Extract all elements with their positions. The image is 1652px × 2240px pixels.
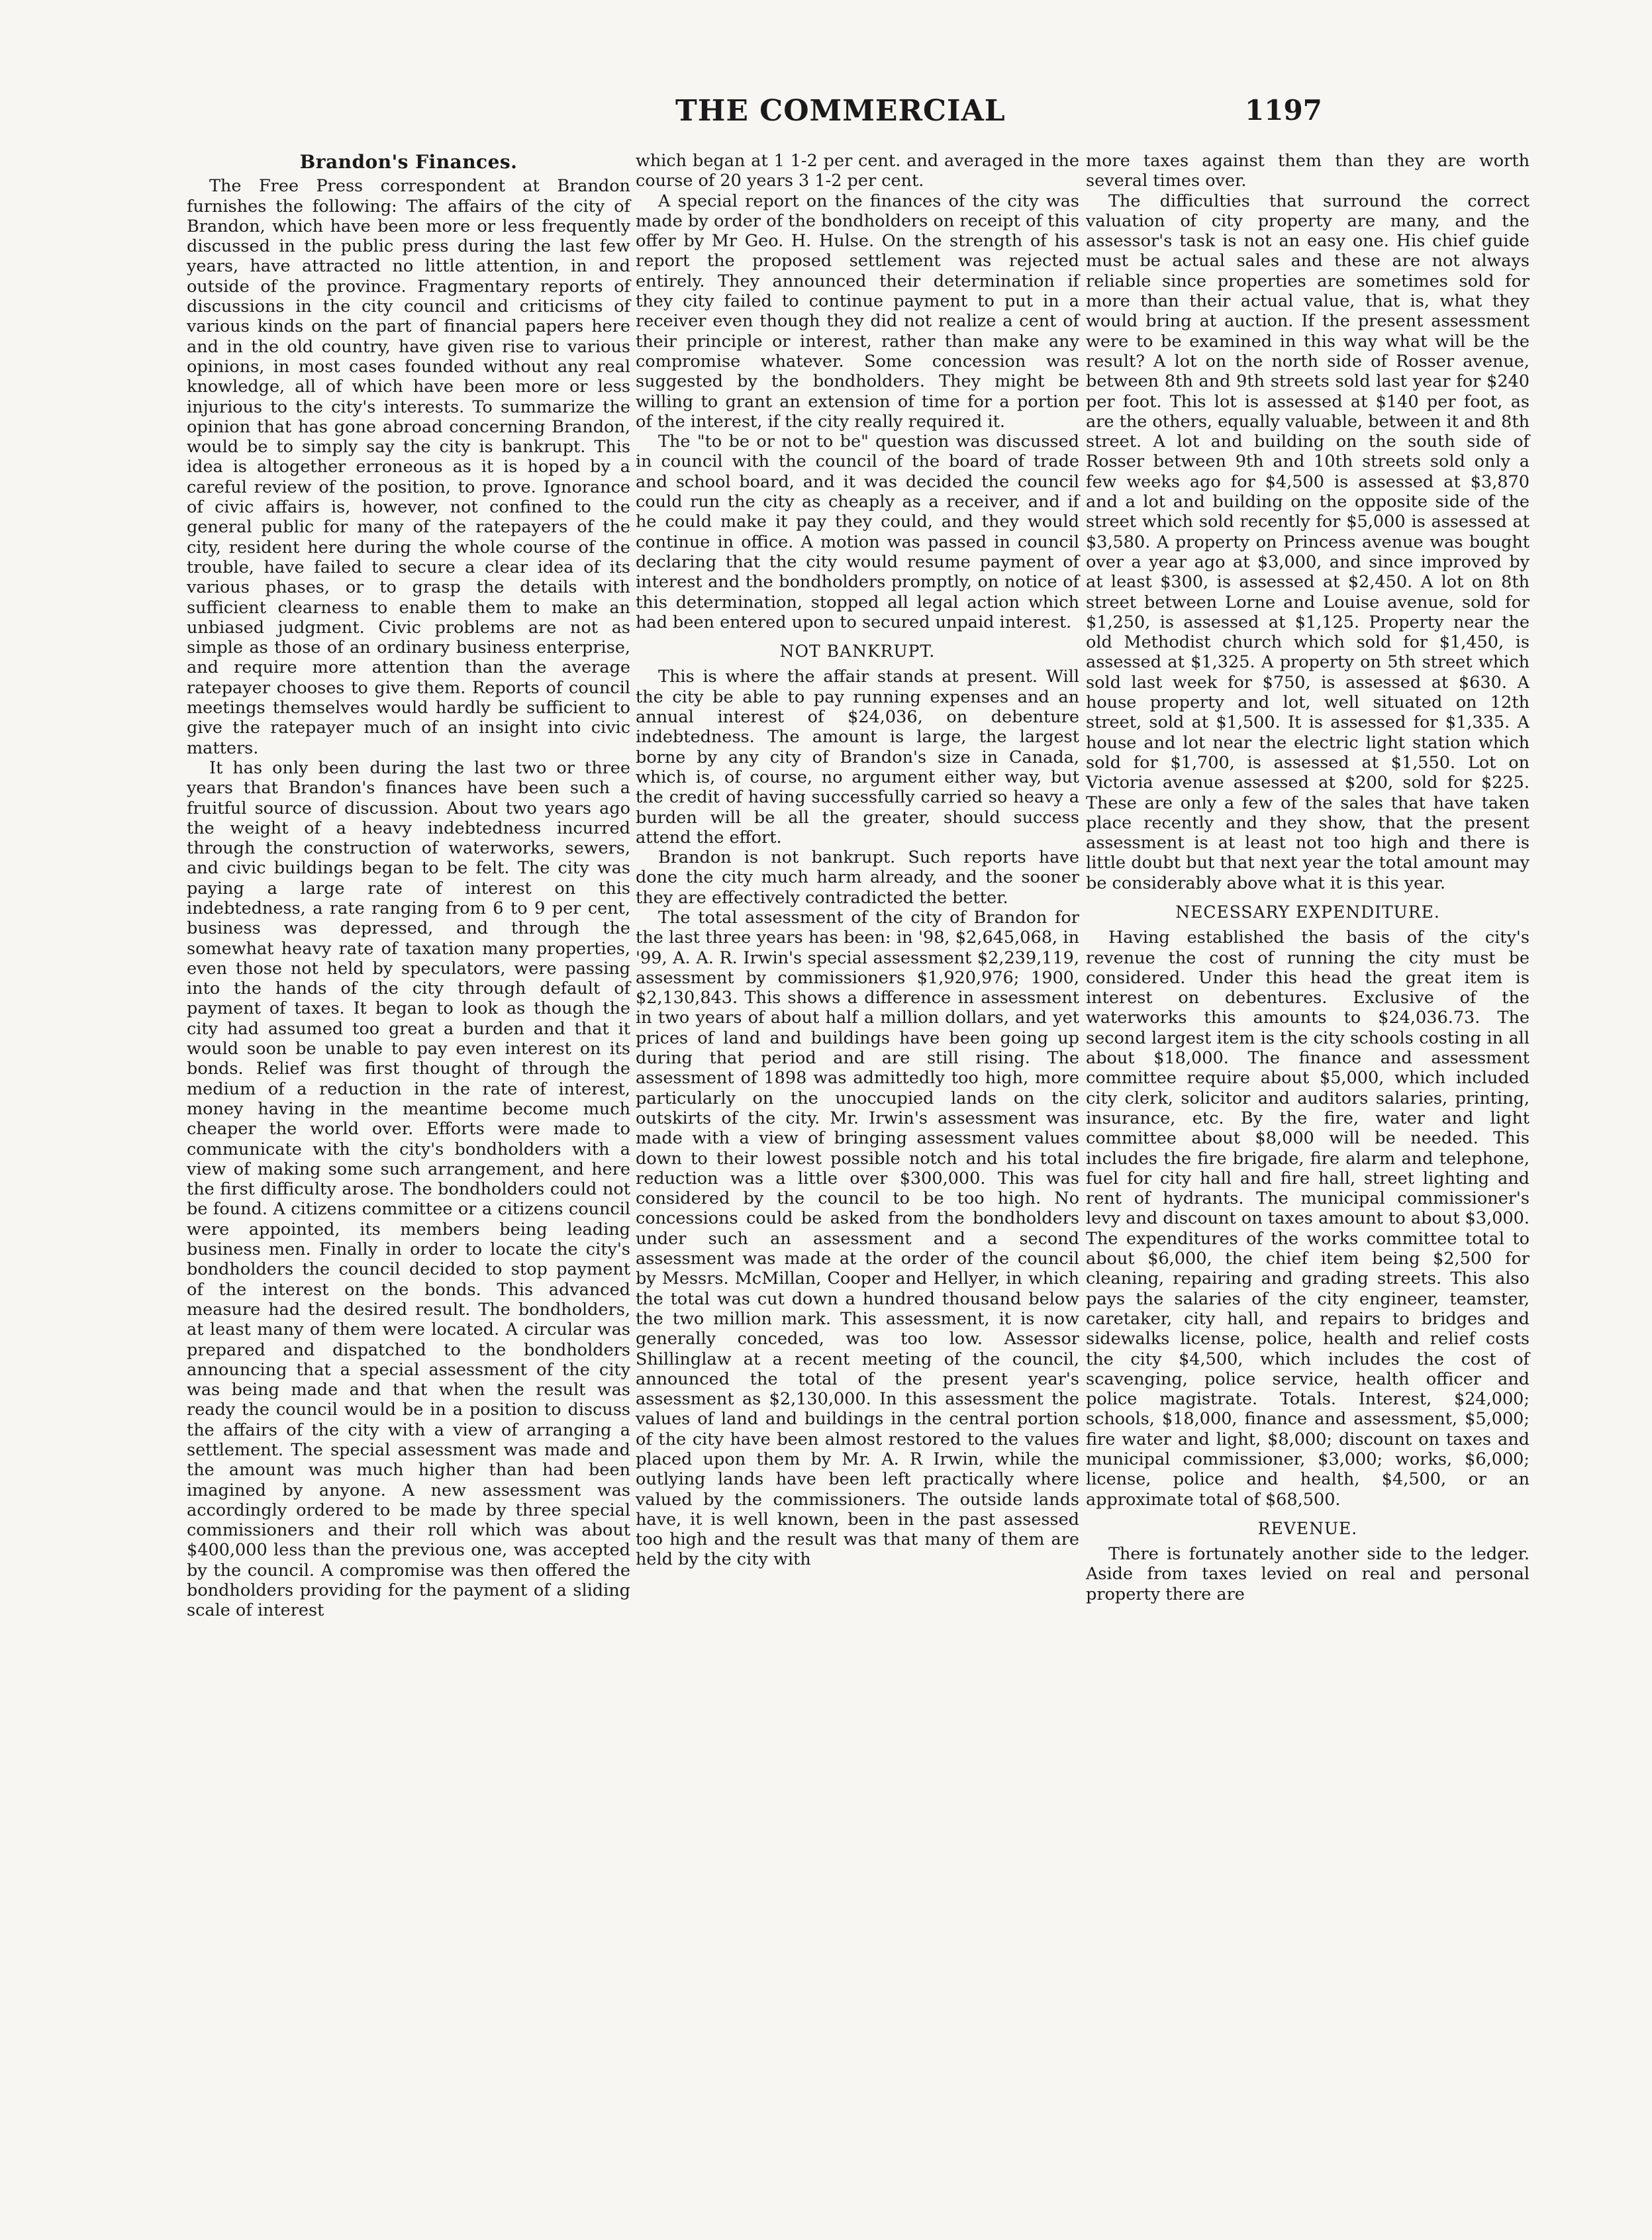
column-1 — [187, 151, 630, 1621]
paragraph: The Free Press correspondent at Brandon furnishes the following: The affairs of the city of Brandon, which have been more or less frequently discussed in the public press during the last few years, have attracted no little attention, in and outside of the province. Fragmentary reports of discussions in the city council and criticisms of various kinds on the part of financial papers here and in the old country, have given rise to various opinions, in most cases founded without any real knowledge, all of which have been more or less injurious to the city's interests. To summarize the opinion that has gone abroad concerning Brandon, would be to simply say the city is bankrupt. This idea is altogether erroneous as it is hoped by a careful review of the position, to prove. Ignorance of civic affairs is, however, not confined to the general public for many of the ratepayers of the city, resident here during the whole course of the trouble, have failed to secure a clear idea of its various phases, or to grasp the details with sufficient clearness to enable them to make an unbiased judgment. Civic problems are not as simple as those of an ordinary business enterprise, and require more attention than the average ratepayer chooses to give them. Reports of council meetings themselves would hardly be sufficient to give the ratepayer much of an insight into civic matters. — [187, 176, 630, 758]
section-heading-necessary-expenditure: NECESSARY EXPENDITURE. — [1175, 902, 1440, 922]
article-title: Brandon's Finances. — [299, 151, 518, 173]
column-3 — [1086, 151, 1530, 1604]
paragraph: There is fortunately another side to the ledger. Aside from taxes levied on real and personal property there are — [1086, 1544, 1530, 1604]
paragraph: more taxes against them than they are worth several times over. — [1086, 151, 1530, 191]
paragraph: Having established the basis of the city's revenue the cost of running the city must be considered. Under this head the great item is interest on debentures. Exclusive of the waterworks this amounts to $24,036.73. The second largest item is the city schools costing in all about $18,000. The finance and assessment committee require about $5,000, which included city clerk, solicitor and auditors salaries, printing, insurance, etc. By the fire, water and light committee about $8,000 will be needed. This includes the fire brigade, fire alarm and telephone, fuel for city hall and fire hall, street lighting and rent of hydrants. The municipal commissioner's levy and discount on taxes amount to about $3,000. The expenditures of the works committee total to about $6,000, the chief item being $2,500 for cleaning, repairing and grading streets. This also pays the salaries of the city engineer, teamster, caretaker, city hall, and repairs to bridges and sidewalks license, police, health and relief costs the city $4,500, which includes the cost of scavenging, police service, health officer and police magistrate. Totals. Interest, $24,000; schools, $18,000, finance and assessment, $5,000; fire water and light, $8,000; discount on taxes and municipal commissioner, $3,000; works, $6,000; license, police and health, $4,500, or an approximate total of $68,500. — [1086, 928, 1530, 1510]
paragraph: The total assessment of the city of Brandon for the last three years has been: in '98, $2,645,068, in '99, A. A. R. Irwin's special assessment $2,239,119, assessment by commissioners $1,920,976; 1900, $2,130,843. This shows a difference in assessment in two years of about half a million dollars, and yet prices of land and buildings have been going up during that period and are still rising. The assessment of 1898 was admittedly too high, more particularly on the unoccupied lands on the outskirts of the city. Mr. Irwin's assessment was made with a view of bringing assessment values down to their lowest possible notch and his total reduction was a little over $300,000. This was considered by the council to be too high. No concessions could be asked from the bondholders under such an assessment and a second assessment was made at the order of the council by Messrs. McMillan, Cooper and Hellyer, in which the total was cut down a hundred thousand below the two million mark. This assessment, it is now generally conceded, was too low. Assessor Shillinglaw at a recent meeting of the council, announced the total of the present year's assessment as $2,130,000. In this assessment the values of land and buildings in the central portion of the city have been almost restored to the values placed upon them by Mr. A. R Irwin, while the outlying lands have been left practically where valued by the commissioners. The outside lands have, it is well known, been in the past assessed too high and the result was that many of them are held by the city with — [636, 907, 1079, 1570]
paragraph: The difficulties that surround the correct valuation of city property are many, and the assessor's task is not an easy one. His chief guide must be actual sales and these are not always reliable since properties are sometimes sold for more than their actual value, that is, what they would bring at auction. If the present assessment were to be examined in this way what will be the result? A lot on the north side of Rosser avenue, between 8th and 9th streets sold last year for $240 per foot. This lot is assessed at $140 per foot, as are the others, equally valuable, between it and 8th street. A lot and building on the south side of Rosser between 9th and 10th streets sold only a few weeks ago for $4,500 is assessed at $3,870 and a lot and building on the opposite side of the street which sold recently for $5,000 is assessed at $3,580. A property on Princess avenue was bought over a year ago at $3,000, and since improved by at least $300, is assessed at $2,450. A lot on 8th street between Lorne and Louise avenue, sold for $1,250, is assessed at $1,125. Property near the old Methodist church which sold for $1,450, is assessed at $1,325. A property on 5th street which sold last week for $750, is assessed at $630. A house property and lot, well situated on 12th street, sold at $1,500. It is assessed for $1,335. A house and lot near the electric light station which sold for $1,700, is assessed at $1,550. Lot on Victoria avenue assessed at $200, sold for $225. These are only a few of the sales that have taken place recently and they show, that the present assessment is at least not too high and there is little doubt but that next year the total amount may be considerably above what it is this year. — [1086, 191, 1530, 893]
paragraph: Brandon is not bankrupt. Such reports have done the city much harm already, and the sooner they are effectively contradicted the better. — [636, 848, 1079, 908]
page-header — [159, 94, 1483, 140]
publication-title: THE COMMERCIAL — [675, 94, 1006, 128]
section-heading-not-bankrupt: NOT BANKRUPT. — [779, 642, 936, 661]
paragraph: This is where the affair stands at present. Will the city be able to pay running expenses and an annual interest of $24,036, on debenture indebtedness. The amount is large, the largest borne by any city of Brandon's size in Canada, which is, of course, no argument either way, but the credit of having successfully carried so heavy a burden will be all the greater, should success attend the effort. — [636, 667, 1079, 848]
paragraph: It has only been during the last two or three years that Brandon's finances have been such a fruitful source of discussion. About two years ago the weight of a heavy indebtedness incurred through the construction of waterworks, sewers, and civic buildings began to be felt. The city was paying a large rate of interest on this indebtedness, a rate ranging from 6 to 9 per cent, business was depressed, and through the somewhat heavy rate of taxation many properties, even those not held by speculators, were passing into the hands of the city through default of payment of taxes. It began to look as though the city had assumed too great a burden and that it would soon be unable to pay even interest on its bonds. Relief was first thought of through the medium of a reduction in the rate of interest, money having in the meantime become much cheaper the world over. Efforts were made to communicate with the city's bondholders with a view of making some such arrangement, and here the first difficulty arose. The bondholders could not be found. A citizens committee or a citizens council were appointed, its members being leading business men. Finally in order to locate the city's bondholders the council decided to stop payment of the interest on the bonds. This advanced measure had the desired result. The bondholders, at least many of them were located. A circular was prepared and dispatched to the bondholders announcing that a special assessment of the city was being made and that when the result was ready the council would be in a position to discuss the affairs of the city with a view of arranging a settlement. The special assessment was made and the amount was much higher than had been imagined by anyone. A new assessment was accordingly ordered to be made by three special commissioners and their roll which was about $400,000 less than the previous one, was accepted by the council. A compromise was then offered the bondholders providing for the payment of a sliding scale of interest — [187, 757, 630, 1621]
column-2 — [636, 151, 1079, 1570]
paragraph: which began at 1 1-2 per cent. and averaged in the course of 20 years 3 1-2 per cent. — [636, 151, 1079, 191]
paragraph: The "to be or not to be" question was discussed in council with the council of the board of trade and school board, and it was decided the council could run the city as cheaply as a receiver, and if he could make it pay they could, and they would continue in office. A motion was passed in council declaring that the city would resume payment of interest and the bondholders promptly, on notice of this determination, stopped all legal action which had been entered upon to secured unpaid interest. — [636, 432, 1079, 632]
section-heading-revenue: REVENUE. — [1257, 1518, 1358, 1538]
paragraph: A special report on the finances of the city was made by order of the bondholders on receipt of this offer by Mr Geo. H. Hulse. On the strength of his report the proposed settlement was rejected entirely. They announced their determination if they city failed to continue payment to put in a receiver even though they did not realize a cent of their principle or interest, rather than make any compromise whatever. Some concession was suggested by the bondholders. They might be willing to grant an extension of time for a portion of the interest, if the city really required it. — [636, 191, 1079, 432]
page-number: 1197 — [1245, 94, 1322, 126]
